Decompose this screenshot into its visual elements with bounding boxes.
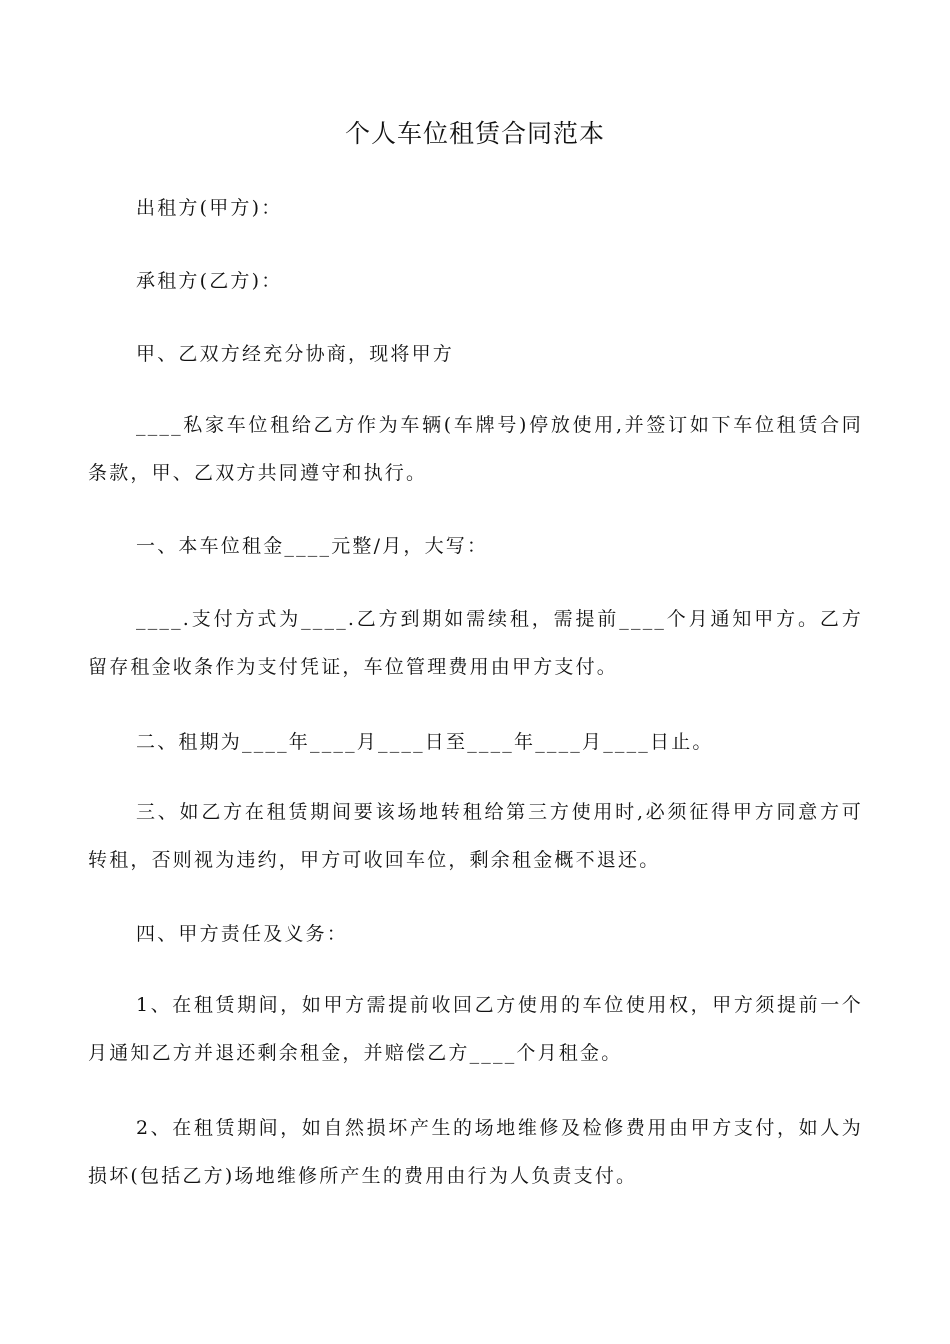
paragraph-intro: 甲、乙双方经充分协商，现将甲方: [136, 343, 455, 365]
paragraph-duty-2: 2、在租赁期间，如自然损坏产生的场地维修及检修费用由甲方支付，如人为损坏(包括乙方)场地维修所产生的费用由行为人负责支付。: [88, 1117, 863, 1187]
document-title: 个人车位租赁合同范本: [344, 119, 605, 148]
paragraph-lessor-duties-heading: 四、甲方责任及义务：: [136, 923, 349, 945]
paragraph-purpose: ____私家车位租给乙方作为车辆(车牌号)停放使用,并签订如下车位租赁合同条款，甲、乙双方共同遵守和执行。: [88, 414, 863, 484]
paragraph-duty-1: 1、在租赁期间，如甲方需提前收回乙方使用的车位使用权，甲方须提前一个月通知乙方并退还剩余租金，并赔偿乙方____个月租金。: [88, 994, 863, 1064]
paragraph-payment: ____.支付方式为____.乙方到期如需续租，需提前____个月通知甲方。乙方留存租金收条作为支付凭证，车位管理费用由甲方支付。: [88, 608, 863, 678]
paragraph-sublease: 三、如乙方在租赁期间要该场地转租给第三方使用时,必须征得甲方同意方可转租，否则视为违约，甲方可收回车位，剩余租金概不退还。: [88, 801, 863, 871]
paragraph-lessee: 承租方(乙方)：: [136, 270, 283, 292]
paragraph-term: 二、租期为____年____月____日至____年____月____日止。: [136, 731, 714, 753]
paragraph-lessor: 出租方(甲方)：: [136, 197, 283, 219]
paragraph-rent: 一、本车位租金____元整/月，大写：: [136, 535, 489, 557]
